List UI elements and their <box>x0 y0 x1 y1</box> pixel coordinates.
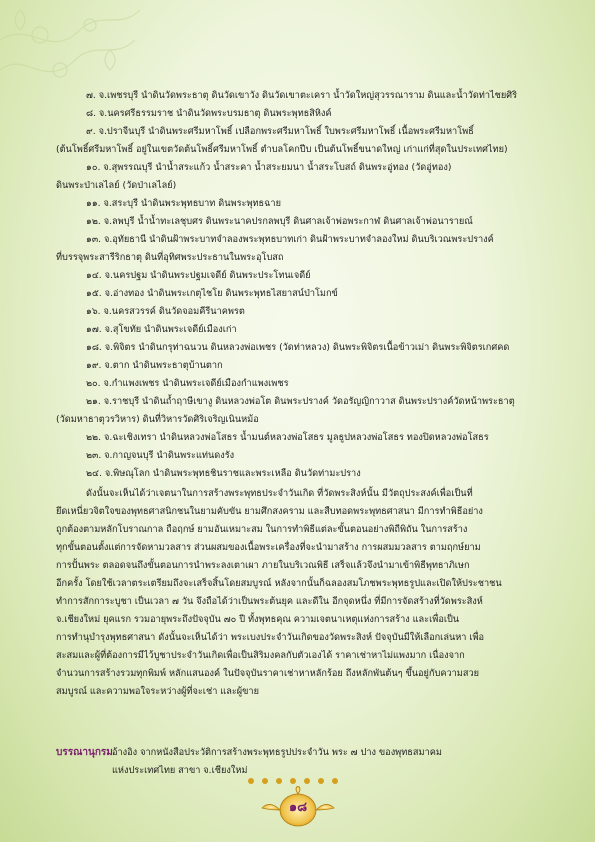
text-line: (ต้นโพธิ์ศรีมหาโพธิ์ อยู่ในเขตวัดต้นโพธิ์ศรีมหาโพธิ์ ตำบลโคกปีบ เป็นต้นโพธิ์ขนาดใหญ่ เก่าแก่ที่สุดในประเทศไทย) <box>56 144 508 155</box>
text-line: ๑๓. จ.อุทัยธานี นำดินฝ้าพระบาทจำลองพระพุทธบาทเก่า ดินฝ้าพระบาทจำลองใหม่ ดินบริเวณพระปรางค์ <box>86 234 494 245</box>
decorative-dots <box>248 776 348 786</box>
text-line: ๒๒. จ.ฉะเชิงเทรา นำดินหลวงพ่อโสธร น้ำมนต์หลวงพ่อโสธร มูลธูปหลวงพ่อโสธร ทองปิดหลวงพ่อโสธร <box>86 432 489 443</box>
text-line: ๗. จ.เพชรบุรี นำดินวัดพระธาตุ ดินวัดเขาวัง ดินวัดเขาตะเครา น้ำวัดใหญ่สุวรรณาราม ดินและน้ำวัดท่าไชยศิริ <box>86 90 518 101</box>
text-line: ๑๘. จ.พิจิตร นำดินกรุท่าฉนวน ดินหลวงพ่อเพชร (วัดท่าหลวง) ดินพระพิจิตรเนื้อข้าวเม่า ดินพระพิจิตรเกศคด <box>86 342 510 353</box>
text-line: ดินพระป่าเลไลย์ (วัดป่าเลไลย์) <box>56 180 177 191</box>
text-line: ทำการสักการะบูชา เป็นเวลา ๗ วัน จึงถือได้ว่าเป็นพระต้นยุค และดีใน อีกจุดหนึ่ง ที่มีการจัดสร้างที่วัดพระสิงห์ <box>56 596 483 607</box>
text-line: จ.เชียงใหม่ ยุคแรก รวมอายุพระถึงปัจจุบัน ๗๐ ปี ทั้งพุทธคุณ ความเจตนาเหตุแห่งการสร้าง และเพื่อเป็น <box>56 614 460 625</box>
text-line: ๒๐. จ.กำแพงเพชร นำดินพระเจดีย์เมืองกำแพงเพชร <box>86 378 289 389</box>
text-line: ถูกต้องตามหลักโบราณกาล ถือฤกษ์ ยามอันเหมาะสม ในการทำพิธีแต่ละขั้นตอนอย่างพิถีพิถัน ในการสร้าง <box>56 524 468 535</box>
bibliography-line: แห่งประเทศไทย สาขา จ.เชียงใหม่ <box>112 765 248 776</box>
text-line: ๘. จ.นครศรีธรรมราช นำดินวัดพระบรมธาตุ ดินพระพุทธสิหิงค์ <box>86 108 332 119</box>
text-line: ๒๓. จ.กาญจนบุรี นำดินพระแท่นดงรัง <box>86 450 235 461</box>
page-number: ๑๘ <box>288 800 308 815</box>
text-line: ๑๕. จ.อ่างทอง นำดินพระเกตุไชโย ดินพระพุทธไสยาสน์ป่าโมกข์ <box>86 288 338 299</box>
text-line: ๑๒. จ.ลพบุรี น้ำน้ำทะเลชุบศร ดินพระนาคปรกลพบุรี ดินศาลเจ้าพ่อพระกาฬ ดินศาลเจ้าพ่อนารายณ์ <box>86 216 473 227</box>
gold-dot-icon <box>332 778 338 784</box>
bibliography-line: อ้างอิง จากหนังสือประวัติการสร้างพระพุทธรูปประจำวัน พระ ๗ ปาง ของพุทธสมาคม <box>112 747 442 758</box>
text-line: จำนวนการสร้างรวมทุกพิมพ์ หลักแสนองค์ ในปัจจุบันราคาเช่าหาหลักร้อย ถึงหลักพันต้นๆ ขึ้นอยู่กับความสวย <box>56 668 479 679</box>
bibliography-label: บรรณานุกรม <box>56 747 113 758</box>
text-line: ๑๙. จ.ตาก นำดินพระธาตุบ้านตาก <box>86 360 223 371</box>
text-line: ที่บรรจุพระสารีริกธาตุ ดินที่อุทิศพระประธานในพระอุโบสถ <box>56 252 284 263</box>
text-line: การทำนุบำรุงพุทธศาสนา ดังนั้นจะเห็นได้ว่า พระเบงประจำวันเกิดของวัดพระสิงห์ ปัจจุบันมีให้เลือกเล่นหา เพื่อ <box>56 632 485 643</box>
text-line: ๑๑. จ.สระบุรี นำดินพระพุทธบาท ดินพระพุทธฉาย <box>86 198 281 209</box>
gold-dot-icon <box>276 778 282 784</box>
text-line: สะสมและผู้ที่ต้องการมีไว้บูชาประจำวันเกิดเพื่อเป็นสิริมงคลกับตัวเองได้ ราคาเช่าหาไม่แพงมาก เนื่องจาก <box>56 650 465 661</box>
text-line: ยึดเหนี่ยวจิตใจของพุทธศาสนิกชนในยามคับขัน ยามศึกสงคราม และสืบทอดพระพุทธศาสนา มีการทำพิธีอย่าง <box>56 506 483 517</box>
text-line: ๒๑. จ.ราชบุรี นำดินถ้ำฤาษีเขางู ดินหลวงพ่อโต ดินพระปรางค์ วัดอรัญญิกาวาส ดินพระปรางค์วัดหน้าพระธาตุ <box>86 396 515 407</box>
gold-dot-icon <box>318 778 324 784</box>
gold-dot-icon <box>304 778 310 784</box>
text-line: ๑๐. จ.สุพรรณบุรี นำน้ำสระแก้ว น้ำสระคา น้ำสระยมนา น้ำสระโบสถ์ ดินพระอู่ทอง (วัดอู่ทอง) <box>86 162 452 173</box>
text-line: ดังนั้นจะเห็นได้ว่าเจตนาในการสร้างพระพุทธประจำวันเกิด ที่วัดพระสิงห์นั้น มีวัตถุประสงค์เพื่อเป็นที่ <box>86 488 473 499</box>
text-line: ทุกขั้นตอนตั้งแต่การจัดหามวลสาร ส่วนผสมของเนื้อพระเครื่องที่จะนำมาสร้าง การผสมมวลสาร ตามฤกษ์ยาม <box>56 542 481 553</box>
text-line: ๒๔. จ.พิษณุโลก นำดินพระพุทธชินราชและพระเหลือ ดินวัดท่ามะปราง <box>86 468 361 479</box>
gold-dot-icon <box>248 778 254 784</box>
text-line: การปั้นพระ ตลอดจนถึงขั้นตอนการนำพระลงเตาเผา ภายในบริเวณพิธี เสร็จแล้วจึงนำมาเข้าพิธีพุทธาภิเษก <box>56 560 470 571</box>
text-line: ๙. จ.ปราจีนบุรี นำดินพระศรีมหาโพธิ์ เปลือกพระศรีมหาโพธิ์ ใบพระศรีมหาโพธิ์ เนื้อพระศรีมหาโพธิ์ <box>86 126 474 137</box>
gold-dot-icon <box>262 778 268 784</box>
gold-dot-icon <box>290 778 296 784</box>
text-line: ๑๔. จ.นครปฐม นำดินพระปฐมเจดีย์ ดินพระประโทนเจดีย์ <box>86 270 311 281</box>
text-line: อีกครั้ง โดยใช้เวลาตระเตรียมถึงจะเสร็จสิ้นโดยสมบูรณ์ หลังจากนั้นก็ฉลองสมโภชพระพุทธรูปและเปิดให้ประชาชน <box>56 578 502 589</box>
text-line: ๑๗. จ.สุโขทัย นำดินพระเจดีย์เมืองเก่า <box>86 324 237 335</box>
text-line: (วัดมหาธาตุวรวิหาร) ดินที่วิหารวัดศิริเจริญเนินหม้อ <box>56 414 259 425</box>
text-line: สมบูรณ์ และความพอใจระหว่างผู้ที่จะเช่า และผู้ขาย <box>56 686 259 697</box>
text-line: ๑๖. จ.นครสวรรค์ ดินวัดจอมคีรีนาคพรต <box>86 306 245 317</box>
